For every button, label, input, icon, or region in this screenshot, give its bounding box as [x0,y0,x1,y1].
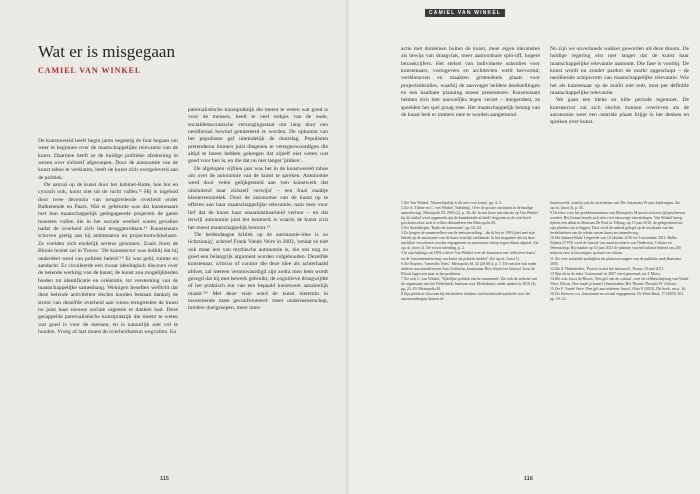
article-title: Wat er is misgegaan [38,42,175,61]
footnote: 2 Zie A. Tilmie en C. van Winkel, 'Inleiding'. Over de positie van kunst in de huidige samenleving', Metropolis M, 2003 (2), p. 36–40. In een korte introductie op Van Winkel bij dit artikel werd opgemerkt dat de kunstkritiek zichzelf enigszins in de voet heeft geschoten door zich te willen distantiëren van Metropolis M. [401,206,538,226]
footnote: 7 Zie ook C. van Winkel, 'Tijdelijke politiek van de autonomie', Zie ook de website van de organisatie van het Nederlands Instituut voor Mediakunst, onder andere in 2010 (3), pp. 23–29. Metropolis M. [401,276,538,291]
footnote: 16 Zie hierover o.a. Autonomie en sociaal engagement, De Witte Raaf, 17 (2003) 101, pp. 19–23. [550,291,685,301]
page-number-left: 115 [160,476,169,482]
footnote: 6 Zie Ruyters, 'Generalis Niets', Metropolis M, 32 (2010) 4, p. 5. De reacties van onder anderen museumdirecteur Ann Goldstein, kunstenaar Hito Steyerl en filosoof Joost de Bloois lagen een paar in het probleem. [401,261,537,276]
running-head: CAMIEL VAN WINKEL [425,9,505,17]
footnote: 9 De tekst voor het probleemnummer van Metropolis M moest in korte tijd geschreven worden. Het format laende zich niet voor uitvoerige uitweidingen. Van Winkel kreeg tijdens een debat in Museum De Pont in Tilburg, op 15 juni 2010, de gelegenheid om zijn pleidooi uit te leggen. Daar werd de nadruk gelegd op de noodzaak van het herdefiniëren van de relatie tussen kunst en samenleving. [550,211,686,236]
footnote: 15 Zie F. Vande Veire, 'Een gift aan iedereen: kunst', Okto 8 (2003). Dit boek, zie p. 16. [550,286,687,291]
footnotes-right [550,201,689,469]
paragraph: De kunstwereld heeft begin jaren negentig de fout begaan om weer te beginnen over de maatschappelijke relevantie van de kunst. Daarmee heeft ze de huidige politieke afrekening in wezen over zichzelf afgeroepen. Door de autonomie van de kunst taboe te verklaren, heeft de kunst zich overgeleverd aan de politiek. [38,138,178,181]
footnote: 4 Zo kregen de samenstellers van de tentoonstelling – die ik het in 1993 (zie) met zijn kritiek op de autonomie van de kunst feitelijk verklaarde. In het magazine dat bij deze jaarlijkse verschenen worden engagement en autonomie scherp tegen elkaar afgezet. Zie op.cit. (noot 2). De voorts inleiding, p. 2. [401,231,539,251]
left-column-2 [188,107,328,468]
article-author: CAMIEL VAN WINKEL [38,66,142,75]
left-column-1 [38,138,178,468]
right-column-1 [401,46,540,166]
footnote: 5 In zijn bijdrage uit 1994 schreef Van Winkel over de domeinen van 'reflexieve kunst' en de 'instrumentalisering van kunst als politiek middel', Zie op.cit. (noot 1). [401,251,536,261]
footnote: 10 Het kabinet-Rutte I regeerde van 14 oktober 2010 tot 5 november 2012. Halbe Zijlstra (VVD) werd de functie van staatssecretaris van Onderwijs, Cultuur en Wetenschap. Hij maakte op 10 juni 2011 de plannen van het kabinet bekend om 200 miljoen euro te bezuinigen op kunst en cultuur. [550,236,681,256]
footnote: 1 Zie Van Winkel, 'Waarschijnlijk is dit niet voor kunst', pp. 4–5. [401,201,502,205]
paragraph: We gaan een bleke en kille periode tegemoet. De kunstsector zal zich slechts kunnen overleven als de autonomie weer een centrale plaats krijgt in het denken en spreken over kunst. [550,97,689,126]
paragraph: Nu zijn we onverhoeds wakker geworden uit deze droom. De huidige regering eist niet langer dat de kunst haar maatschappelijke relevantie aantoont. Die fase is voorbij. De kunst wordt nu zonder pardon de markt opgeschopt – de neoliberale schijnvorm van maatschappelijke relevantie. Wie het als kunstenaar op de markt niet redt, mist per definitie maatschappelijke relevantie. [550,46,689,97]
footnote: kunstwereld, waarbij ook de activiteiten van The Autonomy Project bijdroegen. Zie op.cit. (noot 3), p. 45. [550,201,681,211]
paragraph: actie met domeinen buiten de kunst, meer eigen inkomsten als bewijs van draagvlak, meer aantoonbare spin-off, hogere bezoekcijfers. Het stelsel van individuele subsidies voor kunstenaars, vormgevers en architecten werd hervormd; werkbeurzen en maakten grotendeels plaats voor projectsubsidies, waarbij de aanvrager heldere doelstellingen en een haalbare planning moest presenteren. Kunstenaars hebben zich hier nauwelijks tegen verzet – integendeel, ze speelden het spel graag mee. Het maatschappelijk belang van de kunst leek er immers mee te worden aangetoond. [401,46,540,119]
page-number-right: 116 [524,476,533,482]
paragraph: paternalistische kunstpraktijk die meent te weten wat goed is voor de mensen, heeft te veel trekjes van de oude, socialdemocratische verzorgingsstaat om lang door een neoliberaal bewind getolereerd te worden. De opkomst van het populisme gaf uiteindelijk de doorslag. Populisten pretenderen immers juist diegenen te vertegenwoordigen die altijd te horen hebben gekregen dat zijzelf niet weten wat goed voor hen is, en die dat nu niet langer 'pikken'. [188,107,328,165]
footnote: 11 Zie over artistieke praktijken als plaatsvervangers van de publieke zaak Runcima 2005. [550,256,681,266]
footnote: 12 Zie S. Hiskemuller, 'Protest is niet het antwoord', Trouw, 10 mei 2011. [550,266,665,271]
footnotes-left [401,201,540,469]
footnote: 14 Zie ook: Joost de Bloois, 'Een gift van de cultuur', over de zelfbeschrijving van Vande Veire. Bloois, Hoe maak je kunst? (Amsterdam: Het Theater Theodor W. Adorno. [550,276,689,286]
footnote: 3 Zie Steenbergen, 'Radicale autonomie', pp. 62–63. [401,226,483,231]
paragraph: De afgelopen vijftien jaar was het in de kunstwereld taboe om over de autonomie van de kunst te spreken. Autonomie werd door velen gelijkgesteld aan 'een kunstwerk dat uitsluitend naar zichzelf verwijst' – een fraai staaltje kleutersemiotiek. Door de autonomie van de kunst op te offeren aan haar maatschappelijke relevantie, nam men voor lief dat de kunst haar onaantastbaarheid verloor – en dat terwijl autonomie juist het kenmerk is waarin de kunst zich het meest maatschappelijk betoont.¹⁵ [188,165,328,231]
right-column-2 [550,46,689,166]
paragraph: 'De hedendaagse kritiek op de autonomie-idee is zo lichtzinnig', schreef Frank Vande Veire in 2003, 'omdat ze niet ook maar iets van mythische autonomie is, die ons nog zo goed een belangrijk argument worden volgehouden. Dezelfde kunstenaar, criticus of curator die deze idee als achterhaald afdoet, zal meteen verontwaardigd zijn zodra men hem wordt gezegd dat hij met bewerk gebruikt, de cognitieve draagwijdte of het praktisch nut van een bepaald kunstwerk aanzienlijk maakt.'¹⁶ Met deze visie werd de kunst nietemin in toenemende mate geconfronteerd: meer ondernemerschap, bredere doelgroepen, meer inter- [188,231,328,312]
footnote: 13 Wat als in de tekst 'Autonomie' in 2007 werd genoemd; zie J. Mooy. [550,271,661,276]
paragraph: De aanval op de kunst door het kabinet-Rutte, hoe bot en cynisch ook, komt niet uit de lucht vallen.¹² Hij is ingeluid door twee decennia van terugtredende overheid onder Balkenende en Paars. Wat er gebeurde was dat kunstenaars met hun maatschappelijk geëngageerde projecten de gaten moesten vullen die in het sociale weefsel waren gevallen nadat de overheid zich had teruggetrokken.¹³ Kunstenaars schoven gretig aan bij ambtenaren en projectontwikkelaars. Ze voelden zich eindelijk serieus genomen. Zoals Joost de Bloois recent zei in Trouw: 'De kunstsector was dolblij dat hij onderdeel werd van politiek beleid.'¹⁴ Er was geld, ruimte en aandacht. Er circuleerde een zwaar ideologisch discours over de helende werking van de kunst; de kunst zou mogelijkheden bieden tot identificatie en oriëntatie, tot versterking van de maatschappelijke samenhang. Weinigen beseften wellicht dat deze helende activiteiten slechts konden bestaan dankzij de strom van dezelfde overheid aan wiens terugtreden de kunst nu juist haar nieuwe sociale urgentie te danken had. Deze gesappelde paternalistische kunstpraktijk die meent te weten wat goed is voor de mensen, en is natuurlijk niet vol te houden. Vroeg of laat moest de overheidssteun wegvallen. En [38,182,178,335]
right-page [350,0,700,494]
footnote: 8 Zijn pleidooi sloot aan bij een bredere tendens van hernieuwde aandacht voor het autonomiebegrip binnen de [401,291,531,301]
